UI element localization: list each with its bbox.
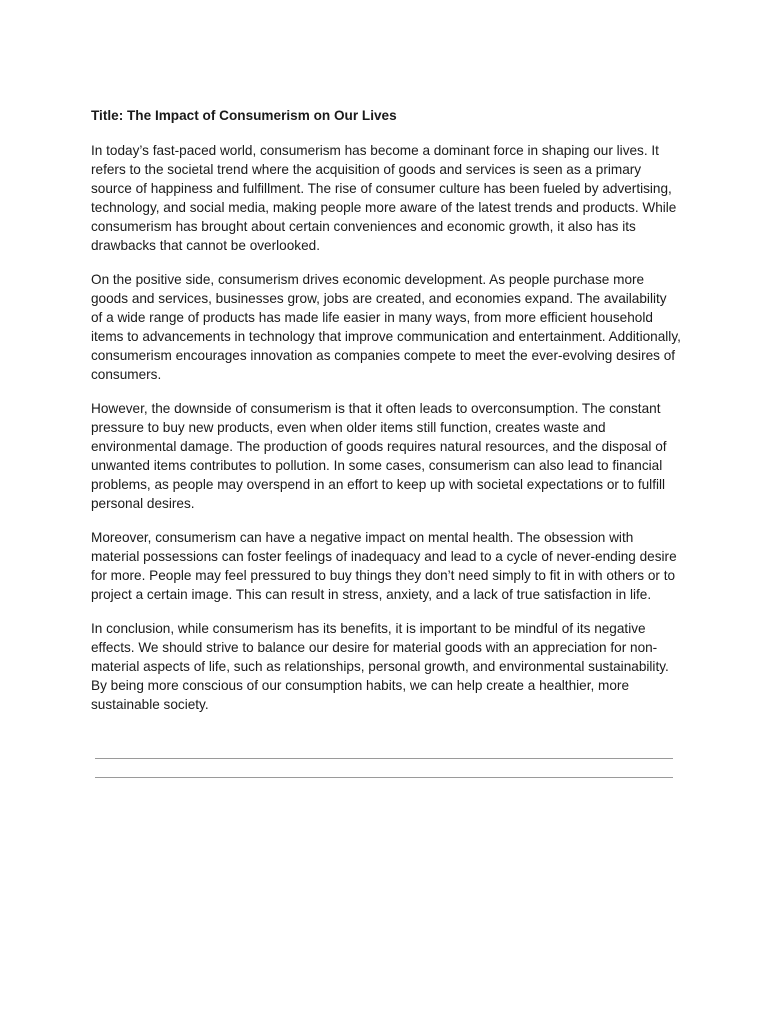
document-body bbox=[91, 106, 681, 729]
paragraph-mental-health: Moreover, consumerism can have a negative impact on mental health. The obsession with material possessions can foster feelings of inadequacy and lead to a cycle of never-ending desire for more. People may feel pressured to buy things they don’t need simply to fit in with others or to project a certain image. This can result in stress, anxiety, and a lack of true satisfaction in life. bbox=[91, 530, 677, 602]
divider-line bbox=[95, 777, 673, 778]
divider-line bbox=[95, 758, 673, 759]
paragraph-introduction: In today’s fast-paced world, consumerism has become a dominant force in shaping our lives. It refers to the societal trend where the acquisition of goods and services is seen as a primary source of happiness and fulfillment. The rise of consumer culture has been fueled by advertising, technology, and social media, making people more aware of the latest trends and products. While consumerism has brought about certain conveniences and economic growth, it also has its drawbacks that cannot be overlooked. bbox=[91, 143, 677, 253]
paragraph-downside: However, the downside of consumerism is that it often leads to overconsumption. The constant pressure to buy new products, even when older items still function, creates waste and environmental damage. The production of goods requires natural resources, and the disposal of unwanted items contributes to pollution. In some cases, consumerism can also lead to financial problems, as people may overspend in an effort to keep up with societal expectations or to fulfill personal desires. bbox=[91, 401, 667, 511]
document-title: Title: The Impact of Consumerism on Our Lives bbox=[91, 108, 397, 123]
paragraph-positive-side: On the positive side, consumerism drives economic development. As people purchase more goods and services, businesses grow, jobs are created, and economies expand. The availability of a wide range of products has made life easier in many ways, from more efficient household items to advancements in technology that improve communication and entertainment. Additionally, consumerism encourages innovation as companies compete to meet the ever-evolving desires of consumers. bbox=[91, 272, 681, 382]
paragraph-conclusion: In conclusion, while consumerism has its benefits, it is important to be mindful of its negative effects. We should strive to balance our desire for material goods with an appreciation for non-material aspects of life, such as relationships, personal growth, and environmental sustainability. By being more conscious of our consumption habits, we can help create a healthier, more sustainable society. bbox=[91, 621, 669, 712]
